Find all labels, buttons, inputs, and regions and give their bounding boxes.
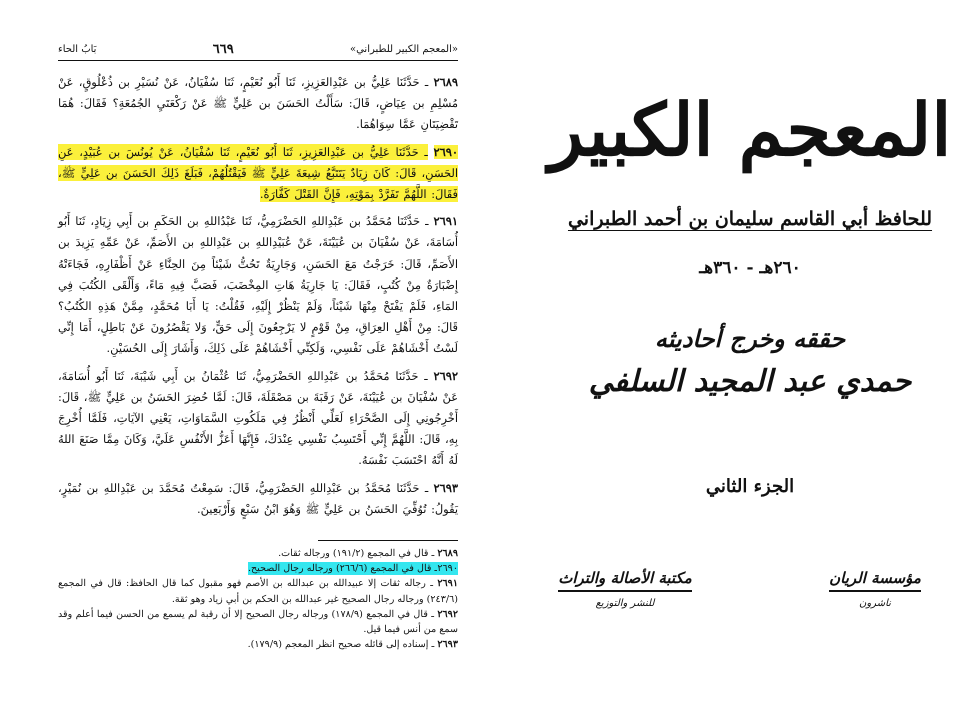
hadith-text: ـ حَدَّثَنَا مُحَمَّدُ بن عَبْدِاللهِ الحَضْرَمِيُّ، ثَنَا عَبْدُاللهِ بن الحَكَمِ بن أَبِي زِيَادٍ، ثَنَا أَبُو أُسَامَةَ، عَنْ سُفْيَانَ بن عُيَيْنَةَ، عَنْ عُبَيْدِاللهِ بن عَبْدِاللهِ بن الأَصَمِّ، عَنْ عَمِّهِ يَزِيدَ بن الأَصَمِّ، قَالَ: خَرَجْتُ مَعَ الحَسَنِ، وَجَارِيَةٌ تَحُتُّ شَيْئاً مِنَ الحِنَّاءِ عَنْ أَظْفَارِهِ، فَجَاءَتْهُ إِضْبَارَةٌ مِنْ كُتُبٍ، فَقَالَ: يَا جَارِيَةُ هَاتِ المِخْضَبَ، فَصَبَّ فِيهِ مَاءً، وَأَلْقَى الكُتُبَ فِي المَاءِ، فَلَمْ يَفْتَحْ مِنْهَا شَيْئاً، وَلَمْ يَنْظُرْ إِلَيْهِ، فَقُلْتُ: يَا أَبَا مُحَمَّدٍ، مِمَّنْ هَذِهِ الكُتُبُ؟ قَالَ: مِنْ أَهْلِ العِرَاقِ، مِنْ قَوْمٍ لا يَرْجِعُونَ إِلَى حَقٍّ، وَلا يَقْصُرُونَ عَنْ بَاطِلٍ، أَمَا إِنِّي لَسْتُ أَخْشَاهُمْ عَلَى نَفْسِي، وَلَكِنِّي أَخْشَاهُمْ عَلَى ذَلِكَ، وَأَشَارَ إِلَى الحُسَيْنِ.	[58, 214, 458, 356]
publisher-name: مؤسسة الريان	[829, 569, 921, 592]
hadith-text: ـ حَدَّثَنَا عَلِيُّ بن عَبْدِالعَزِيزِ، ثَنَا أَبُو نُعَيْمٍ، ثَنَا سُفْيَانُ، عَنْ نُسَيْرِ بن ذُعْلُوقٍ، عَنْ مُسْلِمِ بن عِيَاضٍ، قَالَ: سَأَلْتُ الحَسَنَ بن عَلِيٍّ ﷺ عَنْ رَكْعَتَيِ الجُمُعَةِ؟ فَقَالَ: هُمَا تَقْضِيَتَانِ عَمَّا سِوَاهُمَا.	[58, 75, 458, 132]
footnotes	[58, 546, 458, 652]
publisher-logo-left	[550, 568, 700, 609]
footnote	[58, 637, 458, 652]
footnote-text: ـ إسناده إلى قائله صحيح انظر المعجم (١٧٩/٩).	[247, 639, 435, 651]
footnote-text: ـ قال في المجمع (١٧٨/٩) ورجاله رجال الصحيح إلا أن رقبة لم يسمع من الحسن فيما أعلم وقد سمع من أنس فيما قيل.	[58, 608, 458, 636]
hadith-entry	[58, 211, 458, 359]
footnote-number: ٢٦٩١	[437, 578, 458, 590]
footnote-text: ـ رجاله ثقات إلا عبيدالله بن عبدالله بن الأصم فهو مقبول كما قال الحافظ: قال في المجمع (٢٤٣/٦) ورجاله رجال الصحيح غير عبدالله بن الحكم بن أبي زياد وهو ثقة.	[58, 578, 458, 605]
hadith-list	[58, 72, 458, 526]
hadith-entry-highlighted	[58, 142, 458, 206]
header-rule	[58, 60, 458, 61]
publisher-subtitle: للنشر والتوزيع	[595, 598, 655, 609]
hadith-number: ٢٦٩٠	[433, 144, 458, 159]
hadith-number: ٢٦٨٩	[433, 75, 458, 89]
editor-name: حمدي عبد المجيد السلفي	[588, 364, 912, 399]
page-number: ٦٦٩	[212, 41, 234, 57]
hadith-number: ٢٦٩٣	[433, 480, 458, 495]
footnote-number: ٢٦٨٩	[437, 548, 458, 559]
hadith-entry	[58, 72, 458, 136]
footnote-rule	[318, 540, 458, 541]
header-chapter: بَابُ الحاء	[58, 43, 97, 55]
running-head	[58, 40, 458, 58]
footnote-text: ـ قال في المجمع (١٩١/٢) ورجاله ثقات.	[278, 548, 435, 559]
hadith-entry	[58, 366, 458, 472]
hadith-text: ـ حَدَّثَنَا مُحَمَّدُ بن عَبْدِاللهِ الحَضْرَمِيُّ، ثَنَا عُثْمَانُ بن أَبِي شَيْبَةَ، ثَنَا أَبُو أُسَامَةَ، عَنْ سُفْيَانَ بن عُيَيْنَةَ، عَنْ رَقَبَةَ بن مَصْقَلَةَ، قَالَ: لَمَّا حُضِرَ الحَسَنُ بن عَلِيٍّ ﷺ، قَالَ: أَخْرِجُونِي إِلَى الصَّحْرَاءِ لَعَلِّي أَنْظُرُ فِي مَلَكُوتِ السَّمَاوَاتِ، يَعْنِي الآيَاتِ، فَلَمَّا أُخْرِجَ بِهِ، قَالَ: اللَّهُمَّ إِنِّي أَحْتَسِبُ نَفْسِي عِنْدَكَ، فَإِنَّهَا أَعَزُّ الأَنْفُسِ عَلَيَّ، وَكَانَ مِمَّا صَنَعَ اللهُ لَهُ أَنَّهُ احْتَسَبَ نَفْسَهُ.	[58, 368, 458, 468]
hadith-number: ٢٦٩٢	[433, 368, 459, 383]
footnote	[58, 607, 458, 637]
hadith-number: ٢٦٩١	[433, 214, 458, 229]
header-book-title: «المعجم الكبير للطبراني»	[349, 43, 458, 55]
editor-label: حققه وخرج أحاديثه	[654, 324, 846, 353]
hadith-entry	[58, 478, 458, 520]
book-title: المعجم الكبير	[548, 87, 952, 172]
author-dates: ٢٦٠هـ - ٣٦٠هـ	[699, 258, 801, 278]
footnote-number: ٢٦٩٣	[437, 639, 458, 651]
footnote-highlighted	[58, 561, 458, 576]
volume-label: الجزء الثاني	[705, 476, 795, 497]
hadith-text: ـ حَدَّثَنَا مُحَمَّدُ بن عَبْدِاللهِ الحَضْرَمِيُّ، قَالَ: سَمِعْتُ مُحَمَّدَ بن عَبْدِاللهِ بن نُمَيْرٍ، يَقُولُ: تُوُفِّيَ الحَسَنُ بن عَلِيٍّ ﷺ وَهُوَ ابْنُ سَبْعٍ وَأَرْبَعِينَ.	[58, 480, 458, 516]
footnote	[58, 546, 458, 561]
footnote-number: ٢٦٩٢	[437, 608, 458, 620]
title-page	[540, 60, 960, 680]
publisher-name: مكتبة الأصالة والتراث	[558, 569, 692, 592]
hadith-page	[58, 40, 458, 700]
publisher-logo-right	[800, 568, 950, 609]
footnote-text-highlighted: ـ قال في المجمع (٢٦٦/٦) ورجاله رجال الصحيح.	[247, 563, 438, 575]
hadith-text-highlighted: ـ حَدَّثَنَا عَلِيُّ بن عَبْدِالعَزِيزِ، ثَنَا أَبُو نُعَيْمٍ، ثَنَا سُفْيَانُ، عَنْ يُونُسَ بن عُبَيْدٍ، عَنِ الحَسَنِ، قَالَ: كَانَ زِيَادٌ يَتَتَبَّعُ شِيعَةَ عَلِيٍّ ﷺ فَيَقْتُلُهُمْ، فَبَلَغَ ذَلِكَ الحَسَنَ بن عَلِيٍّ ﷺ، فَقَالَ: اللَّهُمَّ تَفَرَّدْ بِمَوْتِهِ، فَإِنَّ القَتْلَ كَفَّارَةٌ.	[58, 144, 458, 202]
footnote-number: ٢٦٩٠	[437, 563, 458, 575]
author-line: للحافظ أبي القاسم سليمان بن أحمد الطبراني	[567, 208, 933, 230]
publisher-subtitle: ناشرون	[859, 598, 891, 609]
footnote	[58, 576, 458, 606]
